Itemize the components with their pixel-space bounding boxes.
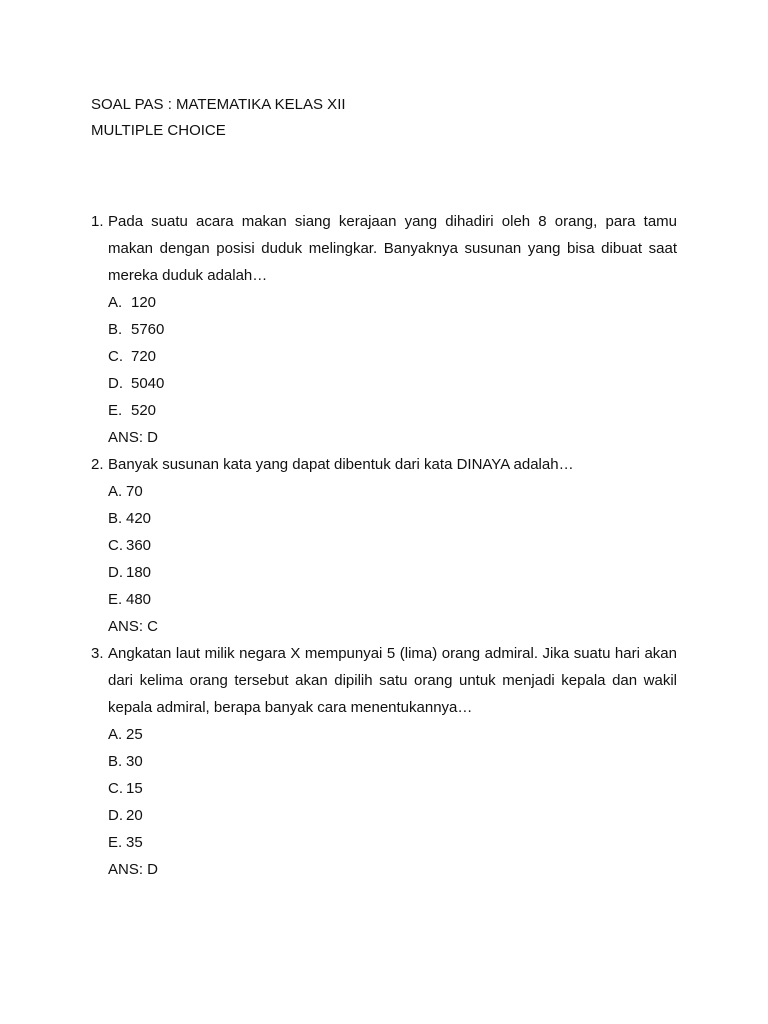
- option-letter: B.: [108, 753, 123, 770]
- option-d: [108, 802, 677, 829]
- option-value: 20: [126, 807, 143, 824]
- option-value: 15: [126, 780, 143, 797]
- option-letter: D.: [108, 375, 123, 392]
- option-letter: E.: [108, 402, 123, 419]
- document-subtitle: MULTIPLE CHOICE: [91, 122, 226, 139]
- option-c: [108, 532, 677, 559]
- option-value: 120: [131, 294, 157, 311]
- option-letter: C.: [108, 348, 123, 365]
- question-text: Banyak susunan kata yang dapat dibentuk dari kata DINAYA adalah…: [108, 456, 574, 473]
- option-value: 360: [126, 537, 152, 554]
- question-text: Angkatan laut milik negara X mempunyai 5 (lima) orang admiral. Jika suatu hari akan dari kelima orang tersebut akan dipilih satu orang untuk menjadi kepala dan wakil kepala admiral, berapa banyak cara menentukannya…: [108, 645, 677, 716]
- document-header: [91, 92, 346, 144]
- question-list: [91, 208, 677, 883]
- answer-key: ANS: D: [108, 861, 159, 878]
- option-letter: C.: [108, 780, 123, 797]
- option-letter: D.: [108, 807, 123, 824]
- option-letter: E.: [108, 834, 123, 851]
- answer-key: ANS: C: [108, 618, 159, 635]
- option-value: 480: [126, 591, 152, 608]
- question-number: 1.: [91, 213, 104, 230]
- option-value: 5040: [131, 375, 165, 392]
- question-3: [91, 640, 677, 883]
- option-d: [108, 370, 677, 397]
- option-letter: C.: [108, 537, 123, 554]
- document-title: SOAL PAS : MATEMATIKA KELAS XII: [91, 96, 346, 113]
- question-2: [91, 451, 677, 640]
- option-value: 70: [126, 483, 143, 500]
- option-value: 720: [131, 348, 157, 365]
- option-d: [108, 559, 677, 586]
- option-value: 35: [126, 834, 143, 851]
- option-b: [108, 748, 677, 775]
- option-a: [108, 289, 677, 316]
- option-a: [108, 478, 677, 505]
- question-number: 3.: [91, 645, 104, 662]
- option-letter: E.: [108, 591, 123, 608]
- question-1: [91, 208, 677, 451]
- option-list: [108, 289, 677, 424]
- option-list: [108, 478, 677, 613]
- option-b: [108, 505, 677, 532]
- option-e: [108, 829, 677, 856]
- option-c: [108, 343, 677, 370]
- option-value: 25: [126, 726, 143, 743]
- option-value: 180: [126, 564, 152, 581]
- option-e: [108, 586, 677, 613]
- option-letter: A.: [108, 726, 123, 743]
- option-list: [108, 721, 677, 856]
- answer-key: ANS: D: [108, 429, 159, 446]
- option-letter: A.: [108, 483, 123, 500]
- option-value: 420: [126, 510, 152, 527]
- option-value: 520: [131, 402, 157, 419]
- question-text: Pada suatu acara makan siang kerajaan yang dihadiri oleh 8 orang, para tamu makan dengan posisi duduk melingkar. Banyaknya susunan yang bisa dibuat saat mereka duduk adalah…: [108, 213, 677, 284]
- option-c: [108, 775, 677, 802]
- option-value: 30: [126, 753, 143, 770]
- option-letter: B.: [108, 510, 123, 527]
- option-letter: D.: [108, 564, 123, 581]
- option-b: [108, 316, 677, 343]
- question-number: 2.: [91, 456, 104, 473]
- option-letter: B.: [108, 321, 123, 338]
- option-value: 5760: [131, 321, 165, 338]
- option-e: [108, 397, 677, 424]
- option-letter: A.: [108, 294, 123, 311]
- option-a: [108, 721, 677, 748]
